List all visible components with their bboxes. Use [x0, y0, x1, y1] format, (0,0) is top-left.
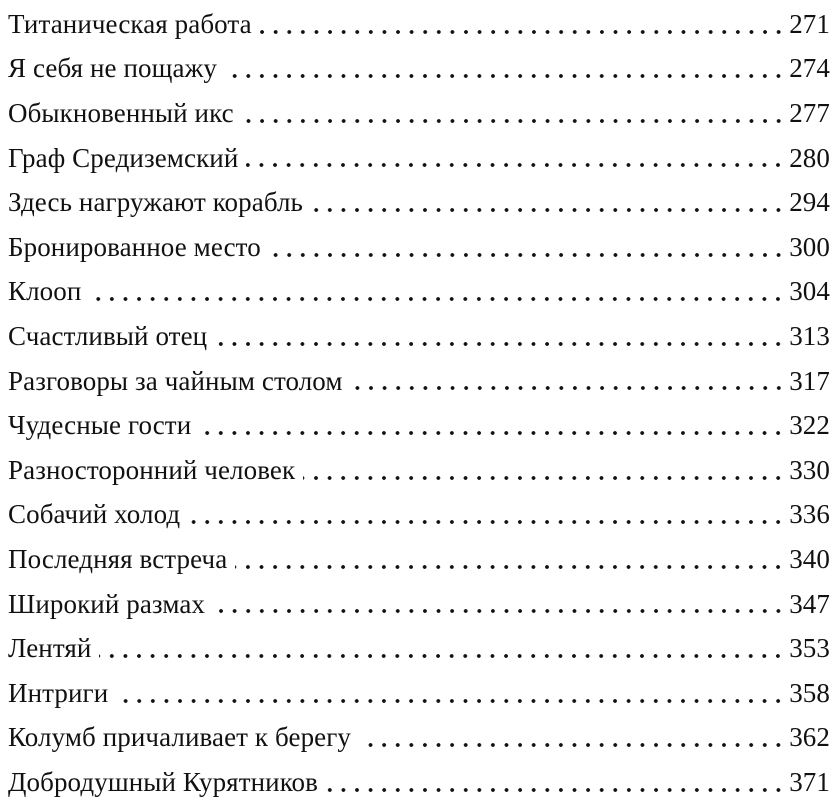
- toc-entry-page-number: 317: [789, 365, 830, 396]
- toc-entry: [8, 626, 830, 671]
- toc-entry-page-number: 371: [789, 766, 830, 797]
- toc-entry: [8, 180, 830, 225]
- toc-entry: [8, 582, 830, 627]
- toc-entry-title: Разговоры за чайным столом: [8, 365, 343, 396]
- toc-entry-page-number: 274: [789, 53, 830, 84]
- dot-leader: [188, 518, 785, 526]
- toc-entry-title: Чудесные гости: [8, 410, 192, 441]
- dot-leader: [116, 697, 785, 705]
- toc-entry: [8, 760, 830, 805]
- toc-entry-page-number: 322: [789, 410, 830, 441]
- toc-entry: [8, 136, 830, 181]
- toc-entry-title: Бронированное место: [8, 231, 261, 262]
- table-of-contents: [8, 0, 830, 805]
- toc-entry-page-number: 304: [789, 276, 830, 307]
- dot-leader: [235, 563, 785, 571]
- toc-entry-title: Здесь нагружают корабль: [8, 187, 303, 218]
- toc-entry-page-number: 277: [789, 97, 830, 128]
- toc-entry-page-number: 358: [789, 677, 830, 708]
- toc-entry: [8, 537, 830, 582]
- toc-entry: [8, 448, 830, 493]
- toc-entry-title: Счастливый отец: [8, 320, 208, 351]
- toc-entry: [8, 225, 830, 270]
- toc-entry: [8, 493, 830, 538]
- dot-leader: [246, 161, 785, 169]
- toc-entry: [8, 716, 830, 761]
- toc-entry: [8, 47, 830, 92]
- dot-leader: [359, 741, 785, 749]
- toc-entry-page-number: 280: [789, 142, 830, 173]
- toc-entry-page-number: 271: [789, 8, 830, 39]
- toc-entry-page-number: 330: [789, 454, 830, 485]
- toc-entry-page-number: 340: [789, 543, 830, 574]
- toc-entry-title: Разносторонний человек: [8, 454, 296, 485]
- toc-entry-page-number: 294: [789, 187, 830, 218]
- toc-entry-page-number: 300: [789, 231, 830, 262]
- toc-entry-title: Граф Средиземский: [8, 142, 239, 173]
- toc-entry: [8, 403, 830, 448]
- toc-entry-title: Широкий размах: [8, 588, 206, 619]
- toc-entry-title: Последняя встреча: [8, 543, 228, 574]
- toc-entry-title: Добродушный Курятников: [8, 766, 318, 797]
- toc-entry-title: Титаническая работа: [8, 8, 252, 39]
- dot-leader: [89, 295, 785, 303]
- toc-entry-title: Собачий холод: [8, 499, 181, 530]
- dot-leader: [213, 607, 785, 615]
- dot-leader: [260, 28, 785, 36]
- toc-entry: [8, 2, 830, 47]
- toc-entry: [8, 359, 830, 404]
- dot-leader: [215, 340, 785, 348]
- dot-leader: [99, 652, 785, 660]
- toc-entry-title: Лентяй: [8, 633, 92, 664]
- dot-leader: [242, 117, 785, 125]
- toc-entry-title: Клооп: [8, 276, 82, 307]
- dot-leader: [269, 251, 785, 259]
- dot-leader: [303, 474, 785, 482]
- toc-entry-title: Я себя не пощажу: [8, 53, 217, 84]
- dot-leader: [311, 206, 785, 214]
- toc-entry-page-number: 362: [789, 722, 830, 753]
- toc-entry: [8, 671, 830, 716]
- toc-entry-page-number: 336: [789, 499, 830, 530]
- toc-entry: [8, 91, 830, 136]
- toc-entry: [8, 270, 830, 315]
- toc-entry-title: Колумб причаливает к берегу: [8, 722, 352, 753]
- toc-entry: [8, 314, 830, 359]
- dot-leader: [225, 72, 785, 80]
- toc-entry-title: Обыкновенный икс: [8, 97, 234, 128]
- toc-entry-title: Интриги: [8, 677, 109, 708]
- toc-entry-page-number: 353: [789, 633, 830, 664]
- toc-entry-page-number: 313: [789, 320, 830, 351]
- dot-leader: [199, 429, 785, 437]
- dot-leader: [326, 786, 785, 794]
- toc-entry-page-number: 347: [789, 588, 830, 619]
- dot-leader: [351, 384, 786, 392]
